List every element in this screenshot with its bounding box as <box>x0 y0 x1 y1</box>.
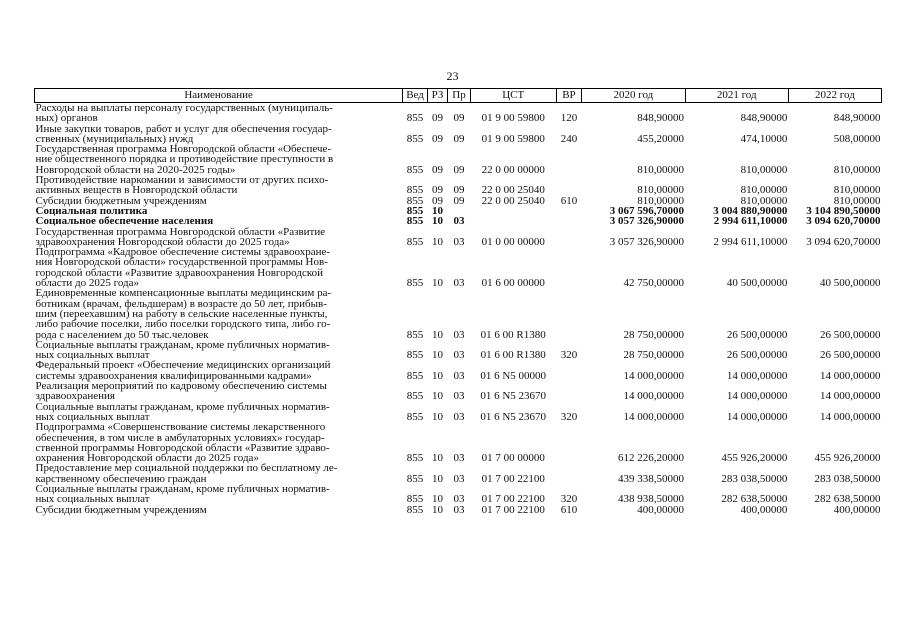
cell-2022: 848,90000 <box>833 112 881 125</box>
row-name-line: городской области «Развитие здравоохранения Новгородской <box>35 266 324 279</box>
row-name-line: либо рабочие поселки, либо поселки городского типа, либо го- <box>35 318 331 331</box>
cell-pr: 03 <box>453 503 465 516</box>
row-name-line: ственной программы Новгородской области «Развитие здраво- <box>35 441 330 454</box>
cell-vr <box>556 360 582 381</box>
cell-ved: 855 <box>406 410 424 423</box>
cell-2021: 810,00000 <box>740 184 788 197</box>
cell-vr <box>556 422 582 463</box>
row-name <box>35 402 403 423</box>
cell-pr: 03 <box>453 369 465 382</box>
cell-2022: 14 000,00000 <box>820 410 881 423</box>
cell-cst: 22 0 00 25040 <box>481 184 545 197</box>
header-cst: ЦСТ <box>470 89 556 103</box>
cell-pr: 03 <box>453 235 465 248</box>
row-name-line: ных социальных выплат <box>35 493 150 506</box>
cell-rz: 09 <box>432 163 444 176</box>
cell-vr <box>556 216 582 226</box>
row-name-line: ние общественного порядка и противодействие преступности в <box>35 153 334 166</box>
row-name-line: Социальные выплаты гражданам, кроме публичных норматив- <box>35 482 330 495</box>
cell-2022: 26 500,00000 <box>820 328 881 341</box>
cell-vr: 320 <box>560 493 578 506</box>
table-header-row <box>35 89 882 103</box>
cell-2021: 14 000,00000 <box>726 390 788 403</box>
cell-vr: 610 <box>560 503 578 516</box>
cell-pr: 09 <box>453 194 465 207</box>
row-name-line: Социальные выплаты гражданам, кроме публичных норматив- <box>35 400 330 413</box>
cell-2022: 810,00000 <box>833 163 881 176</box>
cell-vr <box>556 288 582 339</box>
row-name-line: шим (переехавшим) на работу в сельские населенные пункты, <box>35 307 328 320</box>
table-row <box>35 288 882 339</box>
row-name-line: Государственная программа Новгородской области «Обеспече- <box>35 143 332 156</box>
cell-2020: 400,00000 <box>637 503 685 516</box>
cell-2021: 848,90000 <box>740 112 788 125</box>
budget-table <box>34 88 882 515</box>
table-row <box>35 103 882 124</box>
cell-2022: 3 094 620,70000 <box>806 215 881 228</box>
cell-pr: 03 <box>453 472 465 485</box>
cell-2021: 474,10000 <box>740 132 788 145</box>
cell-cst: 01 7 00 22100 <box>481 493 545 506</box>
cell-2022: 810,00000 <box>833 194 881 207</box>
table-row <box>35 227 882 248</box>
cell-pr: 03 <box>453 493 465 506</box>
cell-2022: 3 104 890,50000 <box>806 204 881 217</box>
row-name-line: Предоставление мер социальной поддержки по бесплатному ле- <box>35 462 338 475</box>
cell-2021: 2 994 611,10000 <box>713 215 788 228</box>
row-name-line: Субсидии бюджетным учреждениям <box>35 194 207 207</box>
cell-2020: 438 938,50000 <box>618 493 685 506</box>
row-name-line: здравоохранения Новгородской области до 2025 года» <box>35 235 290 248</box>
header-pr: Пр <box>448 89 471 103</box>
cell-ved: 855 <box>406 472 424 485</box>
cell-ved: 855 <box>406 503 424 516</box>
row-name <box>35 340 403 361</box>
cell-vr <box>556 227 582 248</box>
row-name-line: Государственная программа Новгородской области «Развитие <box>35 225 326 238</box>
cell-pr: 03 <box>453 328 465 341</box>
cell-2021: 14 000,00000 <box>726 369 788 382</box>
cell-2020: 810,00000 <box>637 163 685 176</box>
row-name <box>35 288 403 339</box>
page-number: 23 <box>446 69 459 83</box>
cell-ved: 855 <box>406 184 424 197</box>
cell-vr: 320 <box>560 349 578 362</box>
cell-2020: 810,00000 <box>637 184 685 197</box>
table-row <box>35 484 882 505</box>
cell-2020: 28 750,00000 <box>623 328 685 341</box>
cell-rz: 10 <box>432 503 444 516</box>
row-name <box>35 360 403 381</box>
cell-ved: 855 <box>406 163 424 176</box>
cell-pr: 03 <box>453 349 465 362</box>
cell-2020: 14 000,00000 <box>623 369 685 382</box>
cell-2021: 282 638,50000 <box>721 493 788 506</box>
row-name-line: Подпрограмма «Совершенствование системы лекарственного <box>35 421 326 434</box>
cell-pr: 03 <box>453 215 465 228</box>
row-name <box>35 463 403 484</box>
cell-cst: 01 7 00 22100 <box>481 472 545 485</box>
cell-vr <box>556 144 582 175</box>
cell-2022: 810,00000 <box>833 184 881 197</box>
row-name-line: Социальное обеспечение населения <box>35 215 214 228</box>
row-name <box>35 484 403 505</box>
cell-2022: 14 000,00000 <box>820 390 881 403</box>
cell-cst: 01 7 00 00000 <box>481 452 545 465</box>
cell-ved: 855 <box>406 132 424 145</box>
row-name-line: ния Новгородской области» государственной программы Нов- <box>35 256 328 269</box>
row-name-line: Иные закупки товаров, работ и услуг для обеспечения государ- <box>35 122 332 135</box>
table-row <box>35 422 882 463</box>
cell-2021: 810,00000 <box>740 194 788 207</box>
cell-rz: 10 <box>432 493 444 506</box>
cell-vr: 320 <box>560 410 578 423</box>
cell-vr: 610 <box>560 194 578 207</box>
cell-pr: 03 <box>453 410 465 423</box>
cell-2021: 810,00000 <box>740 163 788 176</box>
row-name <box>35 124 403 145</box>
cell-cst: 01 6 N5 00000 <box>480 369 547 382</box>
cell-2020: 848,90000 <box>637 112 685 125</box>
cell-2022: 40 500,00000 <box>820 277 881 290</box>
table-row <box>35 144 882 175</box>
cell-pr: 09 <box>453 112 465 125</box>
header-2021: 2021 год <box>685 89 788 103</box>
row-name-line: системы здравоохранения квалифицированными кадрами» <box>35 369 312 382</box>
cell-vr: 120 <box>560 112 578 125</box>
cell-cst: 01 9 00 59800 <box>481 132 545 145</box>
table-row <box>35 402 882 423</box>
row-name-line: активных веществ в Новгородской области <box>35 184 238 197</box>
cell-2020: 28 750,00000 <box>623 349 685 362</box>
cell-ved: 855 <box>406 369 424 382</box>
row-name-line: ных социальных выплат <box>35 349 150 362</box>
cell-2021: 400,00000 <box>740 503 788 516</box>
cell-pr: 03 <box>453 452 465 465</box>
cell-cst <box>470 216 556 226</box>
row-name <box>35 227 403 248</box>
row-name-line: Противодействие наркомании и зависимости от других психо- <box>35 174 329 187</box>
cell-2020: 3 057 326,90000 <box>609 235 685 248</box>
cell-2020: 3 057 326,90000 <box>609 215 685 228</box>
cell-ved: 855 <box>406 328 424 341</box>
cell-rz: 09 <box>432 194 444 207</box>
row-name <box>35 175 403 196</box>
row-name <box>35 381 403 402</box>
cell-vr <box>556 175 582 196</box>
row-name-line: ных социальных выплат <box>35 410 150 423</box>
cell-rz: 10 <box>432 235 444 248</box>
cell-2020: 3 067 596,70000 <box>609 204 685 217</box>
cell-vr <box>556 206 582 216</box>
cell-cst: 22 0 00 00000 <box>481 163 545 176</box>
row-name-line: Подпрограмма «Кадровое обеспечение системы здравоохране- <box>35 246 331 259</box>
cell-cst: 01 9 00 59800 <box>481 112 545 125</box>
header-2020: 2020 год <box>582 89 685 103</box>
header-ved: Вед <box>403 89 428 103</box>
cell-vr <box>556 381 582 402</box>
cell-ved: 855 <box>406 215 424 228</box>
cell-vr <box>556 247 582 288</box>
cell-rz: 10 <box>432 215 444 228</box>
cell-2022: 508,00000 <box>833 132 881 145</box>
cell-2021: 26 500,00000 <box>726 349 788 362</box>
cell-rz: 10 <box>432 204 444 217</box>
cell-pr: 03 <box>453 390 465 403</box>
cell-ved: 855 <box>406 112 424 125</box>
cell-pr: 03 <box>453 277 465 290</box>
cell-rz: 10 <box>432 349 444 362</box>
row-name-line: здравоохранения <box>35 390 115 403</box>
table-row <box>35 175 882 196</box>
row-name-line: обеспечения, в том числе в амбулаторных условиях» государ- <box>35 431 325 444</box>
cell-2020: 612 226,20000 <box>618 452 685 465</box>
cell-cst: 01 6 00 00000 <box>481 277 545 290</box>
header-name: Наименование <box>35 89 403 103</box>
cell-rz: 10 <box>432 390 444 403</box>
cell-2021: 283 038,50000 <box>721 472 788 485</box>
cell-rz: 09 <box>432 184 444 197</box>
row-name-line: Федеральный проект «Обеспечение медицинских организаций <box>35 359 331 372</box>
cell-rz: 10 <box>432 369 444 382</box>
row-name-line: рода с населением до 50 тыс.человек <box>35 328 209 341</box>
table-row <box>35 360 882 381</box>
row-name-line: области до 2025 года» <box>35 277 140 290</box>
row-name-line: ных) органов <box>35 112 98 125</box>
cell-cst: 01 7 00 22100 <box>481 503 545 516</box>
row-name-line: охранения Новгородской области до 2025 года» <box>35 452 259 465</box>
cell-2022: 400,00000 <box>833 503 881 516</box>
row-name-line: карственному обеспечению граждан <box>35 472 207 485</box>
header-2022: 2022 год <box>788 89 881 103</box>
row-name <box>35 103 403 124</box>
cell-ved: 855 <box>406 349 424 362</box>
table-row <box>35 124 882 145</box>
cell-ved: 855 <box>406 390 424 403</box>
row-name <box>35 505 403 515</box>
cell-rz: 10 <box>432 328 444 341</box>
cell-cst: 01 6 00 R1380 <box>480 349 546 362</box>
row-name-line: Реализация мероприятий по кадровому обеспечению системы <box>35 380 327 393</box>
row-name-line: Социальная политика <box>35 204 148 217</box>
cell-cst: 01 0 00 00000 <box>481 235 545 248</box>
cell-rz: 10 <box>432 472 444 485</box>
cell-cst: 01 6 N5 23670 <box>480 410 547 423</box>
header-vr: ВР <box>556 89 582 103</box>
table-row <box>35 505 882 515</box>
cell-rz: 10 <box>432 452 444 465</box>
cell-2020: 14 000,00000 <box>623 410 685 423</box>
row-name-line: ботникам (врачам, фельдшерам) в возрасте до 50 лет, прибыв- <box>35 297 327 310</box>
cell-2020: 455,20000 <box>637 132 685 145</box>
cell-2020: 42 750,00000 <box>623 277 685 290</box>
row-name <box>35 144 403 175</box>
cell-2022: 14 000,00000 <box>820 369 881 382</box>
row-name-line: Новгородской области на 2020-2025 годы» <box>35 163 236 176</box>
row-name <box>35 422 403 463</box>
cell-ved: 855 <box>406 204 424 217</box>
row-name-line: Расходы на выплаты персоналу государственных (муниципаль- <box>35 102 333 114</box>
row-name <box>35 247 403 288</box>
cell-ved: 855 <box>406 277 424 290</box>
cell-cst: 22 0 00 25040 <box>481 194 545 207</box>
cell-rz: 10 <box>432 277 444 290</box>
cell-ved: 855 <box>406 235 424 248</box>
cell-pr: 09 <box>453 132 465 145</box>
cell-rz: 09 <box>432 132 444 145</box>
cell-2021: 26 500,00000 <box>726 328 788 341</box>
cell-pr: 09 <box>453 184 465 197</box>
cell-2022: 283 038,50000 <box>814 472 881 485</box>
table-row <box>35 463 882 484</box>
cell-rz: 09 <box>432 112 444 125</box>
cell-pr: 09 <box>453 163 465 176</box>
header-rz: РЗ <box>427 89 447 103</box>
cell-cst <box>470 206 556 216</box>
row-name-line: Социальные выплаты гражданам, кроме публичных норматив- <box>35 338 330 351</box>
cell-ved: 855 <box>406 452 424 465</box>
table-row <box>35 340 882 361</box>
cell-2021: 455 926,20000 <box>721 452 788 465</box>
cell-rz: 10 <box>432 410 444 423</box>
table-row <box>35 381 882 402</box>
cell-cst: 01 6 N5 23670 <box>480 390 547 403</box>
cell-2021: 3 004 880,90000 <box>713 204 788 217</box>
table-row <box>35 247 882 288</box>
cell-2020: 439 338,50000 <box>618 472 685 485</box>
cell-2022: 26 500,00000 <box>820 349 881 362</box>
row-name-line: ственных (муниципальных) нужд <box>35 132 194 145</box>
row-name-line: Единовременные компенсационные выплаты медицинским ра- <box>35 287 332 300</box>
cell-vr: 240 <box>560 132 578 145</box>
cell-ved: 855 <box>406 194 424 207</box>
cell-vr <box>556 463 582 484</box>
cell-2022: 3 094 620,70000 <box>806 235 881 248</box>
cell-2021: 14 000,00000 <box>726 410 788 423</box>
cell-ved: 855 <box>406 493 424 506</box>
cell-2020: 810,00000 <box>637 194 685 207</box>
cell-2021: 2 994 611,10000 <box>713 235 788 248</box>
row-name-line: Субсидии бюджетным учреждениям <box>35 503 207 516</box>
cell-2021: 40 500,00000 <box>726 277 788 290</box>
cell-cst: 01 6 00 R1380 <box>480 328 546 341</box>
cell-2022: 282 638,50000 <box>814 493 881 506</box>
cell-2020: 14 000,00000 <box>623 390 685 403</box>
cell-2022: 455 926,20000 <box>814 452 881 465</box>
